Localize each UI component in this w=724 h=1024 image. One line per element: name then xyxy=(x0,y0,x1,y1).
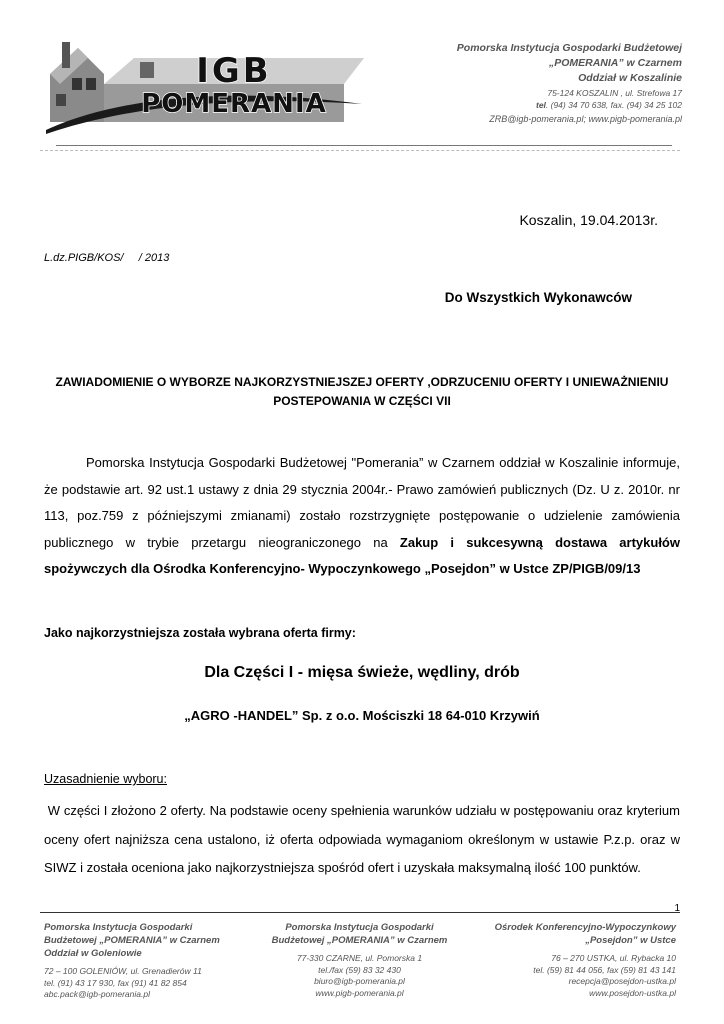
org-contact: ZRB@igb-pomerania.pl; www.pigb-pomerania.pl xyxy=(489,114,682,124)
body-paragraph xyxy=(44,450,680,583)
reference-number: L.dz.PIGB/KOS/ / 2013 xyxy=(44,252,170,264)
title-line-2: POSTEPOWANIA W CZĘŚCI VII xyxy=(273,394,451,408)
org-name-2: „POMERANIA” w Czarnem xyxy=(548,57,682,69)
logo-text-igb: IGB xyxy=(196,51,272,91)
header-divider-dashed xyxy=(40,150,680,151)
page-number: 1 xyxy=(674,903,680,914)
org-address: 75-124 KOSZALIN , ul. Strefowa 17 xyxy=(547,88,682,98)
justification-text: W części I złożono 2 oferty. Na podstawie oceny spełnienia warunków udziału w postępowaniu oraz kryterium oceny ofert najniższa cena ustalono, iż oferta odpowiada wymaganiom określonym w ustawie P.z.p. oraz w SIWZ i została oceniona jako najkorzystniejsza spośród ofert i uzyskała maksymalną ilość 100 punktów. xyxy=(44,803,680,875)
footer-goleniow: Pomorska Instytucja Gospodarki Budżetowej „POMERANIA” w Czarnem Oddział w Goleniowie 72 – 100 GOLENIÓW, ul. Grenadierów 11 tel. (91) 43 17 930, fax (91) 41 82 854 abc.pack@igb-pomerania.pl xyxy=(44,922,220,999)
part-title: Dla Części I - mięsa świeże, wędliny, drób xyxy=(204,664,520,681)
footer-czarne: Pomorska Instytucja Gospodarki Budżetowej „POMERANIA” w Czarnem 77-330 CZARNE, ul. Pomorska 1 tel./fax (59) 83 32 430 biuro@igb-pomerania.pl www.pigb-pomerania.pl xyxy=(271,922,448,998)
addressee: Do Wszystkich Wykonawców xyxy=(444,290,632,305)
header-divider xyxy=(56,145,672,146)
org-phone: tel. (94) 34 70 638, fax. (94) 34 25 102 xyxy=(535,100,682,110)
winning-firm: „AGRO -HANDEL” Sp. z o.o. Mościszki 18 64-010 Krzywiń xyxy=(184,708,540,723)
igb-pomerania-logo xyxy=(44,34,364,134)
letter-title xyxy=(44,373,680,411)
body-text: Pomorska Instytucja Gospodarki Budżetowej "Pomerania” w Czarnem oddział w Koszalinie informuje, że podstawie art. 92 ust.1 ustawy z dnia 29 stycznia 2004r.- Prawo zamówień publicznych (Dz. U z. 2010r. nr 113, poz.759 z późniejszymi zmianami) zostało rozstrzygnięte postępowanie o udzielenie zamówienia publicznego w trybie przetargu nieograniczonego na xyxy=(44,455,680,550)
chosen-offer-lead: Jako najkorzystniejsza została wybrana oferta firmy: xyxy=(44,626,356,640)
justification-label: Uzasadnienie wyboru: xyxy=(44,772,167,786)
procurement-subject: Zakup i sukcesywną dostawa artykułów spożywczych dla Ośrodka Konferencyjno- Wypoczynkowego „Posejdon” w Ustce ZP/PIGB/09/13 xyxy=(44,534,680,576)
org-name: Pomorska Instytucja Gospodarki Budżetowej xyxy=(456,42,682,54)
org-branch: Oddział w Koszalinie xyxy=(578,72,682,84)
footer-ustka: Ośrodek Konferencyjno-Wypoczynkowy „Posejdon” w Ustce 76 – 270 USTKA, ul. Rybacka 10 tel. (59) 81 44 056, fax (59) 81 43 141 recepcja@posejdon-ustka.pl www.posejdon-ustka.pl xyxy=(494,922,676,998)
footer-divider xyxy=(40,912,680,913)
title-line-1: ZAWIADOMIENIE O WYBORZE NAJKORZYSTNIEJSZEJ OFERTY ,ODRZUCENIU OFERTY I UNIEWAŻNIENIU xyxy=(55,375,669,389)
letterhead-contact xyxy=(362,42,682,124)
city-date: Koszalin, 19.04.2013r. xyxy=(519,212,658,228)
logo-text-pomerania: POMERANIA xyxy=(141,89,327,119)
